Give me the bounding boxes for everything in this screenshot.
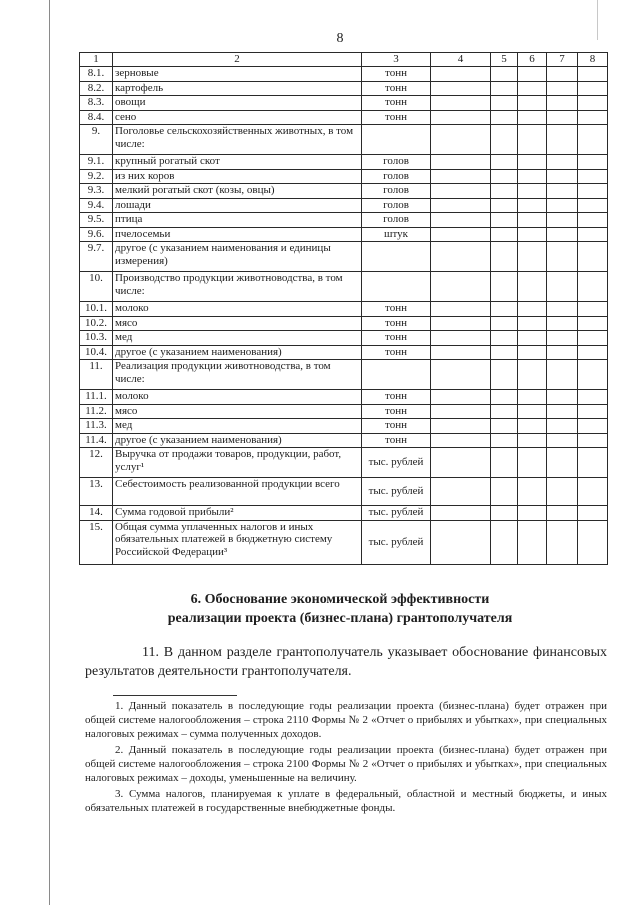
row-number: 11.3. [80, 419, 113, 434]
table-row [80, 67, 608, 82]
value-cell-col-5[interactable] [491, 478, 518, 506]
value-cell-col-4[interactable] [431, 81, 491, 96]
value-cell-col-7[interactable] [547, 506, 578, 521]
value-cell-col-7[interactable] [547, 125, 578, 155]
table-row [80, 345, 608, 360]
table-row [80, 213, 608, 228]
row-number: 13. [80, 478, 113, 506]
row-indicator-name: другое (с указанием наименования) [113, 345, 362, 360]
value-cell-col-8[interactable] [578, 345, 608, 360]
page-margin-line [49, 0, 50, 905]
value-cell-col-8[interactable] [578, 227, 608, 242]
value-cell-col-5[interactable] [491, 213, 518, 228]
row-unit: голов [362, 198, 431, 213]
value-cell-col-8[interactable] [578, 520, 608, 564]
value-cell-col-8[interactable] [578, 390, 608, 405]
value-cell-col-6[interactable] [518, 67, 547, 82]
row-indicator-name: пчелосемьи [113, 227, 362, 242]
table-row [80, 404, 608, 419]
row-number: 14. [80, 506, 113, 521]
row-number: 9. [80, 125, 113, 155]
value-cell-col-4[interactable] [431, 198, 491, 213]
row-unit: тонн [362, 345, 431, 360]
footnote-2: 2. Данный показатель в последующие годы реализации проекта (бизнес-плана) будет отражен при общей системе налогообложения – строка 2100 Формы № 2 «Отчет о прибылях и убытках», при специальных налоговых режимах – доходы, уменьшенные на величину. [85, 744, 607, 784]
table-row [80, 242, 608, 272]
value-cell-col-8[interactable] [578, 96, 608, 111]
row-unit: тонн [362, 110, 431, 125]
table-header-row [80, 53, 608, 67]
value-cell-col-7[interactable] [547, 331, 578, 346]
value-cell-col-6[interactable] [518, 302, 547, 317]
column-header-6: 6 [518, 53, 547, 67]
row-unit: тыс. рублей [362, 448, 431, 478]
value-cell-col-8[interactable] [578, 506, 608, 521]
row-number: 8.4. [80, 110, 113, 125]
row-unit: тонн [362, 419, 431, 434]
value-cell-col-8[interactable] [578, 213, 608, 228]
row-unit: тонн [362, 316, 431, 331]
value-cell-col-7[interactable] [547, 520, 578, 564]
value-cell-col-6[interactable] [518, 404, 547, 419]
value-cell-col-7[interactable] [547, 81, 578, 96]
table-row [80, 520, 608, 564]
value-cell-col-6[interactable] [518, 316, 547, 331]
row-unit: тонн [362, 81, 431, 96]
value-cell-col-6[interactable] [518, 110, 547, 125]
row-number: 8.1. [80, 67, 113, 82]
value-cell-col-8[interactable] [578, 478, 608, 506]
row-number: 10.3. [80, 331, 113, 346]
value-cell-col-6[interactable] [518, 198, 547, 213]
row-unit: голов [362, 155, 431, 170]
value-cell-col-5[interactable] [491, 506, 518, 521]
row-number: 11. [80, 360, 113, 390]
column-header-1: 1 [80, 53, 113, 67]
table-row [80, 272, 608, 302]
value-cell-col-5[interactable] [491, 272, 518, 302]
value-cell-col-7[interactable] [547, 316, 578, 331]
value-cell-col-8[interactable] [578, 125, 608, 155]
value-cell-col-4[interactable] [431, 433, 491, 448]
value-cell-col-7[interactable] [547, 272, 578, 302]
value-cell-col-6[interactable] [518, 227, 547, 242]
value-cell-col-6[interactable] [518, 433, 547, 448]
column-header-3: 3 [362, 53, 431, 67]
value-cell-col-7[interactable] [547, 169, 578, 184]
value-cell-col-4[interactable] [431, 506, 491, 521]
value-cell-col-8[interactable] [578, 272, 608, 302]
row-indicator-name: мелкий рогатый скот (козы, овцы) [113, 184, 362, 199]
row-unit: голов [362, 169, 431, 184]
row-indicator-name: картофель [113, 81, 362, 96]
row-indicator-name: лошади [113, 198, 362, 213]
row-indicator-name: Сумма годовой прибыли² [113, 506, 362, 521]
value-cell-col-8[interactable] [578, 67, 608, 82]
row-unit: штук [362, 227, 431, 242]
value-cell-col-4[interactable] [431, 520, 491, 564]
value-cell-col-7[interactable] [547, 155, 578, 170]
column-header-4: 4 [431, 53, 491, 67]
table-row [80, 478, 608, 506]
row-unit: тонн [362, 67, 431, 82]
value-cell-col-6[interactable] [518, 390, 547, 405]
value-cell-col-7[interactable] [547, 345, 578, 360]
row-number: 15. [80, 520, 113, 564]
row-unit: тонн [362, 96, 431, 111]
value-cell-col-5[interactable] [491, 360, 518, 390]
table-row [80, 198, 608, 213]
row-indicator-name: молоко [113, 302, 362, 317]
page-number: 8 [336, 31, 344, 46]
value-cell-col-7[interactable] [547, 198, 578, 213]
value-cell-col-7[interactable] [547, 227, 578, 242]
value-cell-col-7[interactable] [547, 390, 578, 405]
value-cell-col-5[interactable] [491, 331, 518, 346]
value-cell-col-6[interactable] [518, 448, 547, 478]
indicators-table [79, 52, 608, 565]
value-cell-col-7[interactable] [547, 433, 578, 448]
value-cell-col-4[interactable] [431, 184, 491, 199]
value-cell-col-4[interactable] [431, 345, 491, 360]
value-cell-col-7[interactable] [547, 213, 578, 228]
row-unit [362, 242, 431, 272]
value-cell-col-7[interactable] [547, 184, 578, 199]
value-cell-col-5[interactable] [491, 302, 518, 317]
row-indicator-name: Поголовье сельскохозяйственных животных, в том числе: [113, 125, 362, 155]
table-row [80, 448, 608, 478]
row-indicator-name: другое (с указанием наименования) [113, 433, 362, 448]
row-indicator-name: Общая сумма уплаченных налогов и иных обязательных платежей в бюджетную систему Российской Федерации³ [113, 520, 362, 564]
value-cell-col-4[interactable] [431, 448, 491, 478]
row-unit [362, 272, 431, 302]
value-cell-col-6[interactable] [518, 81, 547, 96]
table-row [80, 110, 608, 125]
value-cell-col-4[interactable] [431, 360, 491, 390]
table-row [80, 227, 608, 242]
value-cell-col-6[interactable] [518, 272, 547, 302]
row-unit: тонн [362, 302, 431, 317]
value-cell-col-8[interactable] [578, 433, 608, 448]
value-cell-col-5[interactable] [491, 96, 518, 111]
value-cell-col-6[interactable] [518, 360, 547, 390]
value-cell-col-4[interactable] [431, 242, 491, 272]
row-indicator-name: Производство продукции животноводства, в том числе: [113, 272, 362, 302]
value-cell-col-6[interactable] [518, 331, 547, 346]
value-cell-col-8[interactable] [578, 404, 608, 419]
value-cell-col-5[interactable] [491, 433, 518, 448]
row-indicator-name: сено [113, 110, 362, 125]
section-title [90, 590, 590, 628]
row-indicator-name: молоко [113, 390, 362, 405]
value-cell-col-5[interactable] [491, 110, 518, 125]
column-header-2: 2 [113, 53, 362, 67]
value-cell-col-8[interactable] [578, 81, 608, 96]
section-title-line-2: реализации проекта (бизнес-плана) грантополучателя [167, 611, 513, 626]
value-cell-col-8[interactable] [578, 242, 608, 272]
table-row [80, 125, 608, 155]
value-cell-col-4[interactable] [431, 404, 491, 419]
footnotes [85, 699, 607, 817]
table-row [80, 81, 608, 96]
row-unit: тонн [362, 390, 431, 405]
body-paragraph: 11. В данном разделе грантополучатель указывает обоснование финансовых результатов деятельности грантополучателя. [85, 645, 607, 679]
row-indicator-name: Выручка от продажи товаров, продукции, работ, услуг¹ [113, 448, 362, 478]
row-unit: тыс. рублей [362, 506, 431, 521]
row-unit: голов [362, 184, 431, 199]
table-row [80, 331, 608, 346]
value-cell-col-6[interactable] [518, 345, 547, 360]
value-cell-col-5[interactable] [491, 520, 518, 564]
row-indicator-name: мед [113, 419, 362, 434]
section-title-line-1: 6. Обоснование экономической эффективности [190, 592, 490, 607]
row-number: 10.1. [80, 302, 113, 317]
value-cell-col-4[interactable] [431, 155, 491, 170]
row-indicator-name: Реализация продукции животноводства, в том числе: [113, 360, 362, 390]
table-row [80, 360, 608, 390]
row-indicator-name: птица [113, 213, 362, 228]
value-cell-col-5[interactable] [491, 390, 518, 405]
value-cell-col-6[interactable] [518, 506, 547, 521]
row-indicator-name: мясо [113, 404, 362, 419]
row-unit [362, 125, 431, 155]
value-cell-col-5[interactable] [491, 198, 518, 213]
value-cell-col-5[interactable] [491, 67, 518, 82]
value-cell-col-4[interactable] [431, 302, 491, 317]
table-row [80, 155, 608, 170]
value-cell-col-6[interactable] [518, 242, 547, 272]
value-cell-col-6[interactable] [518, 213, 547, 228]
row-number: 11.2. [80, 404, 113, 419]
value-cell-col-4[interactable] [431, 125, 491, 155]
value-cell-col-6[interactable] [518, 169, 547, 184]
row-unit: тонн [362, 433, 431, 448]
value-cell-col-8[interactable] [578, 302, 608, 317]
value-cell-col-8[interactable] [578, 316, 608, 331]
value-cell-col-6[interactable] [518, 520, 547, 564]
value-cell-col-7[interactable] [547, 360, 578, 390]
value-cell-col-5[interactable] [491, 419, 518, 434]
table-row [80, 316, 608, 331]
value-cell-col-8[interactable] [578, 110, 608, 125]
table-row [80, 302, 608, 317]
row-number: 8.3. [80, 96, 113, 111]
value-cell-col-4[interactable] [431, 478, 491, 506]
row-unit: голов [362, 213, 431, 228]
value-cell-col-7[interactable] [547, 67, 578, 82]
row-number: 11.1. [80, 390, 113, 405]
value-cell-col-5[interactable] [491, 227, 518, 242]
row-number: 9.7. [80, 242, 113, 272]
value-cell-col-6[interactable] [518, 155, 547, 170]
value-cell-col-7[interactable] [547, 404, 578, 419]
value-cell-col-6[interactable] [518, 419, 547, 434]
value-cell-col-5[interactable] [491, 242, 518, 272]
table-row [80, 184, 608, 199]
value-cell-col-8[interactable] [578, 184, 608, 199]
row-unit: тыс. рублей [362, 478, 431, 506]
value-cell-col-5[interactable] [491, 184, 518, 199]
row-number: 10.2. [80, 316, 113, 331]
value-cell-col-8[interactable] [578, 448, 608, 478]
value-cell-col-8[interactable] [578, 169, 608, 184]
value-cell-col-4[interactable] [431, 213, 491, 228]
row-number: 8.2. [80, 81, 113, 96]
row-indicator-name: из них коров [113, 169, 362, 184]
value-cell-col-5[interactable] [491, 169, 518, 184]
value-cell-col-5[interactable] [491, 81, 518, 96]
value-cell-col-7[interactable] [547, 96, 578, 111]
value-cell-col-5[interactable] [491, 316, 518, 331]
value-cell-col-8[interactable] [578, 155, 608, 170]
row-number: 9.5. [80, 213, 113, 228]
row-number: 9.1. [80, 155, 113, 170]
value-cell-col-7[interactable] [547, 242, 578, 272]
value-cell-col-5[interactable] [491, 345, 518, 360]
row-indicator-name: овощи [113, 96, 362, 111]
value-cell-col-4[interactable] [431, 390, 491, 405]
value-cell-col-6[interactable] [518, 184, 547, 199]
value-cell-col-4[interactable] [431, 169, 491, 184]
row-unit: тыс. рублей [362, 520, 431, 564]
value-cell-col-5[interactable] [491, 125, 518, 155]
value-cell-col-4[interactable] [431, 331, 491, 346]
row-indicator-name: другое (с указанием наименования и единицы измерения) [113, 242, 362, 272]
row-number: 10. [80, 272, 113, 302]
row-number: 9.6. [80, 227, 113, 242]
row-number: 10.4. [80, 345, 113, 360]
table-row [80, 506, 608, 521]
footnote-1: 1. Данный показатель в последующие годы реализации проекта (бизнес-плана) будет отражен при общей системе налогообложения – строка 2110 Формы № 2 «Отчет о прибылях и убытках», при специальных налоговых режимах – сумма полученных доходов. [85, 700, 607, 740]
value-cell-col-7[interactable] [547, 302, 578, 317]
row-unit: тонн [362, 331, 431, 346]
table-row [80, 169, 608, 184]
footnote-separator [113, 695, 237, 696]
value-cell-col-4[interactable] [431, 96, 491, 111]
value-cell-col-4[interactable] [431, 227, 491, 242]
value-cell-col-8[interactable] [578, 198, 608, 213]
table-row [80, 390, 608, 405]
value-cell-col-4[interactable] [431, 316, 491, 331]
column-header-7: 7 [547, 53, 578, 67]
row-unit: тонн [362, 404, 431, 419]
value-cell-col-4[interactable] [431, 110, 491, 125]
value-cell-col-8[interactable] [578, 360, 608, 390]
value-cell-col-6[interactable] [518, 478, 547, 506]
value-cell-col-5[interactable] [491, 155, 518, 170]
table-row [80, 433, 608, 448]
row-number: 11.4. [80, 433, 113, 448]
column-header-8: 8 [578, 53, 608, 67]
row-number: 12. [80, 448, 113, 478]
value-cell-col-8[interactable] [578, 331, 608, 346]
row-indicator-name: мясо [113, 316, 362, 331]
row-number: 9.2. [80, 169, 113, 184]
row-number: 9.4. [80, 198, 113, 213]
table-row [80, 419, 608, 434]
row-indicator-name: крупный рогатый скот [113, 155, 362, 170]
row-indicator-name: мед [113, 331, 362, 346]
value-cell-col-7[interactable] [547, 448, 578, 478]
value-cell-col-8[interactable] [578, 419, 608, 434]
table-row [80, 96, 608, 111]
value-cell-col-7[interactable] [547, 110, 578, 125]
value-cell-col-4[interactable] [431, 67, 491, 82]
row-indicator-name: зерновые [113, 67, 362, 82]
row-unit [362, 360, 431, 390]
value-cell-col-6[interactable] [518, 96, 547, 111]
value-cell-col-4[interactable] [431, 272, 491, 302]
value-cell-col-6[interactable] [518, 125, 547, 155]
value-cell-col-5[interactable] [491, 448, 518, 478]
row-number: 9.3. [80, 184, 113, 199]
row-indicator-name: Себестоимость реализованной продукции всего [113, 478, 362, 506]
column-header-5: 5 [491, 53, 518, 67]
value-cell-col-4[interactable] [431, 419, 491, 434]
value-cell-col-5[interactable] [491, 404, 518, 419]
value-cell-col-7[interactable] [547, 478, 578, 506]
value-cell-col-7[interactable] [547, 419, 578, 434]
footnote-3: 3. Сумма налогов, планируемая к уплате в федеральный, областной и местный бюджеты, и иных обязательных платежей в государственные внебюджетные фонды. [85, 788, 607, 814]
